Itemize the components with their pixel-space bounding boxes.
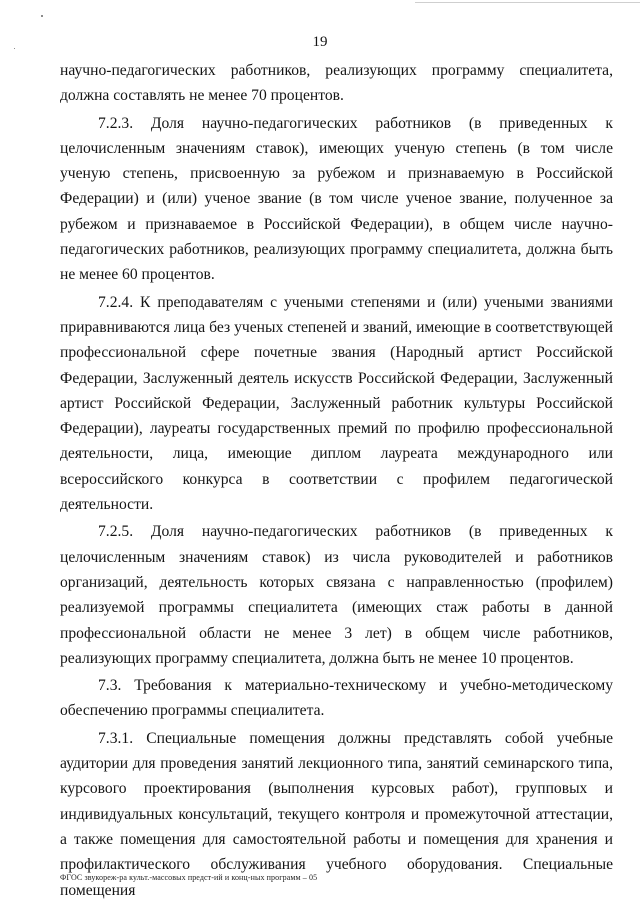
scan-top-edge [415,2,640,3]
paragraph-continuation: научно-педагогических работников, реализующих программу специалитета, должна составлять не менее 70 процентов. [60,62,613,105]
paragraph-7-3-1: 7.3.1. Специальные помещения должны представлять собой учебные аудитории для проведения занятий лекционного типа, занятий семинарского типа, курсового проектирования (выполнения курсовых работ), групповых и индивидуальных консультаций, текущего контроля и промежуточной аттестации, а также помещения для самостоятельной работы и помещения для хранения и профилактического обслуживания учебного оборудования. Специальные помещения [60,729,613,899]
page-footer: ФГОС звукореж-ра культ.-массовых предст-ий и конц-ных программ – 05 [60,873,318,882]
scan-speck [41,15,43,17]
paragraph-7-2-3: 7.2.3. Доля научно-педагогических работников (в приведенных к целочисленным значениям ставок), имеющих ученую степень (в том числе ученую степень, присвоенную за рубежом и признаваемую в Российской Федерации) и (или) ученое звание (в том числе ученое звание, полученное за рубежом и признаваемое в Российской Федерации), в общем числе научно-педагогических работников, реализующих программу специалитета, должна быть не менее 60 процентов. [60,114,613,284]
paragraph-7-3: 7.3. Требования к материально-техническому и учебно-методическому обеспечению программы специалитета. [60,677,613,720]
page-number: 19 [312,34,328,50]
paragraph-7-2-5: 7.2.5. Доля научно-педагогических работников (в приведенных к целочисленным значениям ставок) из числа руководителей и работников организаций, деятельность которых связана с направленностью (профилем) реализуемой программы специалитета (имеющих стаж работы в данной профессиональной области не менее 3 лет) в общем числе работников, реализующих программу специалитета, должна быть не менее 10 процентов. [60,523,613,667]
document-body [60,58,613,903]
paragraph-7-2-4: 7.2.4. К преподавателям с учеными степенями и (или) учеными званиями приравниваются лица без ученых степеней и званий, имеющие в соответствующей профессиональной сфере почетные звания (Народный артист Российской Федерации, Заслуженный деятель искусств Российской Федерации, Заслуженный артист Российской Федерации, Заслуженный работник культуры Российской Федерации), лауреаты государственных премий по профилю профессиональной деятельности, лица, имеющие диплом лауреата международного или всероссийского конкурса в соответствии с профилем педагогической деятельности. [60,293,613,514]
